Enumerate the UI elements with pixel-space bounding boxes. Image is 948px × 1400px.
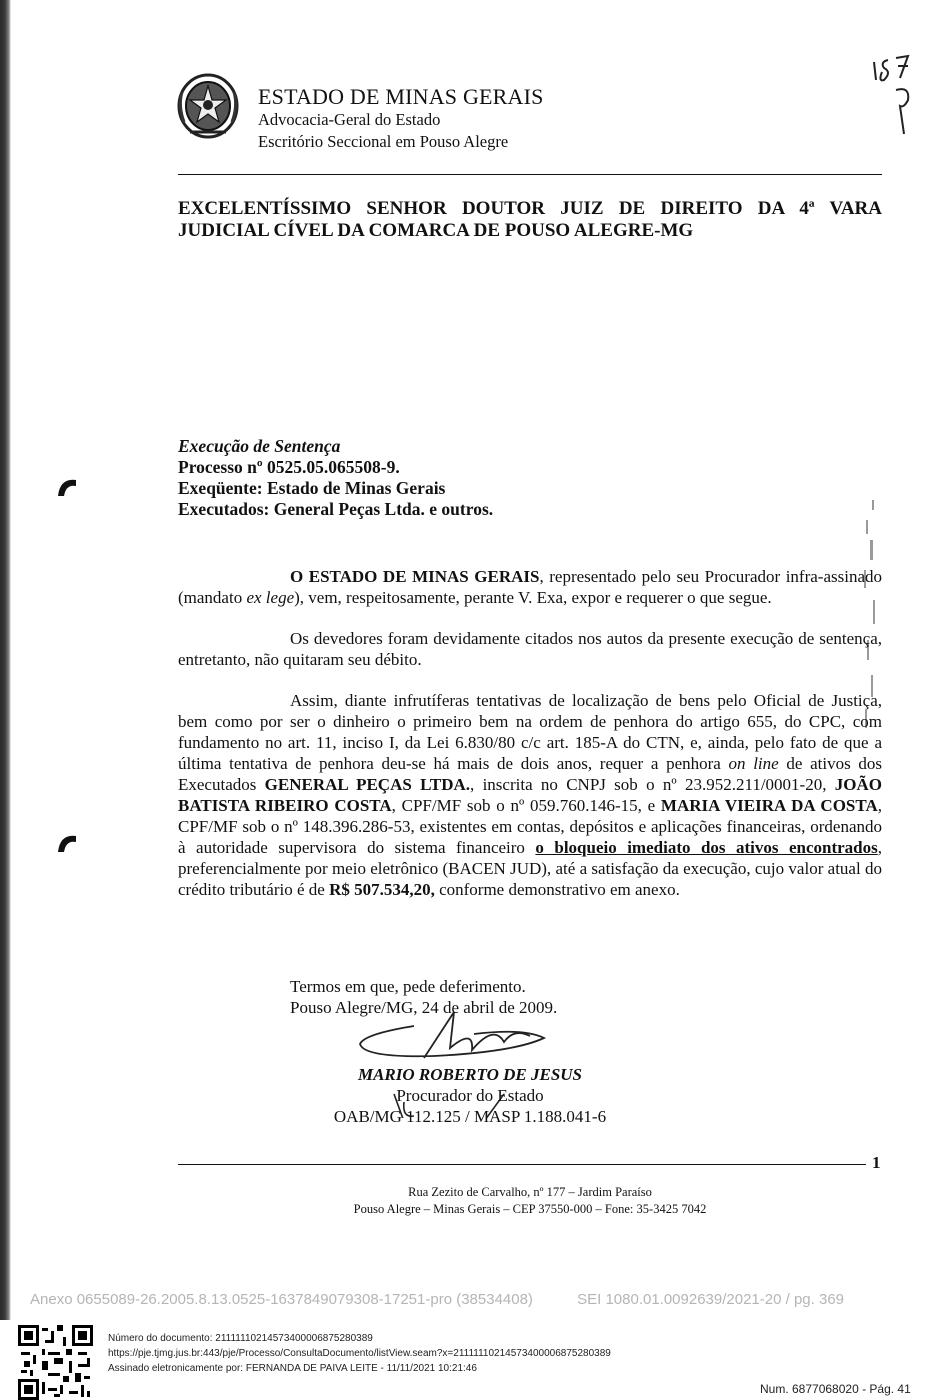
case-caption <box>178 436 493 520</box>
case-plaintiff: Exeqüente: Estado de Minas Gerais <box>178 478 446 498</box>
petition-body <box>178 566 882 920</box>
punch-hole-icon <box>56 476 78 498</box>
footer-address <box>178 1184 882 1218</box>
sei-reference: SEI 1080.01.0092639/2021-20 / pg. 369 <box>577 1291 845 1308</box>
signature-block <box>320 1064 620 1127</box>
closing-request: Termos em que, pede deferimento. <box>290 977 526 996</box>
qr-code-icon[interactable] <box>18 1325 93 1400</box>
signer-role: Procurador do Estado <box>396 1086 544 1105</box>
header-title: ESTADO DE MINAS GERAIS <box>258 84 544 109</box>
document-url[interactable]: https://pje.tjmg.jus.br:443/pje/Processo/ConsultaDocumento/listView.seam?x=21111110214573400006875280389 <box>108 1348 611 1359</box>
addressee-line-1: EXCELENTÍSSIMO SENHOR DOUTOR JUIZ DE DIREITO DA 4ª VARA <box>178 198 882 219</box>
document-number: Número do documento: 21111110214573400006875280389 <box>108 1333 373 1344</box>
annex-reference: Anexo 0655089-26.2005.8.13.0525-1637849079308-17251-pro (38534408) <box>30 1291 533 1308</box>
header-office: Escritório Seccional em Pouso Alegre <box>258 132 509 151</box>
scan-edge-shadow <box>0 0 11 1320</box>
electronic-signature: Assinado eletronicamente por: FERNANDA DE PAIVA LEITE - 11/11/2021 10:21:46 <box>108 1363 477 1374</box>
case-type: Execução de Sentença <box>178 436 341 456</box>
header-divider <box>178 174 882 175</box>
addressee-line-2: JUDICIAL CÍVEL DA COMARCA DE POUSO ALEGRE-MG <box>178 220 694 241</box>
page-number: 1 <box>872 1153 881 1172</box>
addressee <box>178 198 882 242</box>
signer-registration: OAB/MG 112.125 / MASP 1.188.041-6 <box>333 1107 607 1126</box>
electronic-document-info <box>108 1331 611 1376</box>
closing-place-date: Pouso Alegre/MG, 24 de abril de 2009. <box>290 998 558 1017</box>
paragraph-1: O ESTADO DE MINAS GERAIS, representado pelo seu Procurador infra-assinado (mandato ex lege), vem, respeitosamente, perante V. Exa, expor e requerer o que segue. <box>178 567 882 607</box>
document-page-reference: Num. 6877068020 - Pág. 41 <box>760 1382 911 1396</box>
paragraph-2: Os devedores foram devidamente citados nos autos da presente execução de sentença, entretanto, não quitaram seu débito. <box>178 629 882 669</box>
system-stamp <box>30 1291 920 1308</box>
header-agency: Advocacia-Geral do Estado <box>258 110 441 129</box>
paragraph-3: Assim, diante infrutíferas tentativas de localização de bens pelo Oficial de Justiça, bem como por ser o dinheiro o primeiro bem na ordem de penhora do artigo 655, do CPC, com fundamento no art. 11, inciso I, da Lei 6.830/80 c/c art. 185-A do CTN, e, ainda, pelo fato de que a última tentativa de penhora deu-se há mais de dois anos, requer a penhora on line de ativos dos Executados GENERAL PEÇAS LTDA., inscrita no CNPJ sob o nº 23.952.211/0001-20, JOÃO BATISTA RIBEIRO COSTA, CPF/MF sob o nº 059.760.146-15, e MARIA VIEIRA DA COSTA, CPF/MF sob o nº 148.396.286-53, existentes em contas, depósitos e aplicações financeiras, ordenando à autoridade supervisora do sistema financeiro o bloqueio imediato dos ativos encontrados, preferencialmente por meio eletrônico (BACEN JUD), até a satisfação da execução, cujo valor atual do crédito tributário é de R$ 507.534,20, conforme demonstrativo em anexo. <box>178 691 882 899</box>
signer-name: MARIO ROBERTO DE JESUS <box>357 1065 583 1084</box>
state-coat-of-arms-icon <box>176 72 240 140</box>
footer-city-phone: Pouso Alegre – Minas Gerais – CEP 37550-000 – Fone: 35-3425 7042 <box>353 1202 707 1216</box>
footer-street: Rua Zezito de Carvalho, nº 177 – Jardim Paraíso <box>408 1185 652 1199</box>
handwritten-folio-mark-icon <box>870 50 920 160</box>
case-process-number: Processo nº 0525.05.065508-9. <box>178 457 400 477</box>
case-defendants: Executados: General Peças Ltda. e outros. <box>178 499 494 519</box>
handwritten-folio <box>870 50 920 165</box>
footer-divider <box>178 1164 866 1165</box>
punch-hole-icon <box>56 832 78 854</box>
